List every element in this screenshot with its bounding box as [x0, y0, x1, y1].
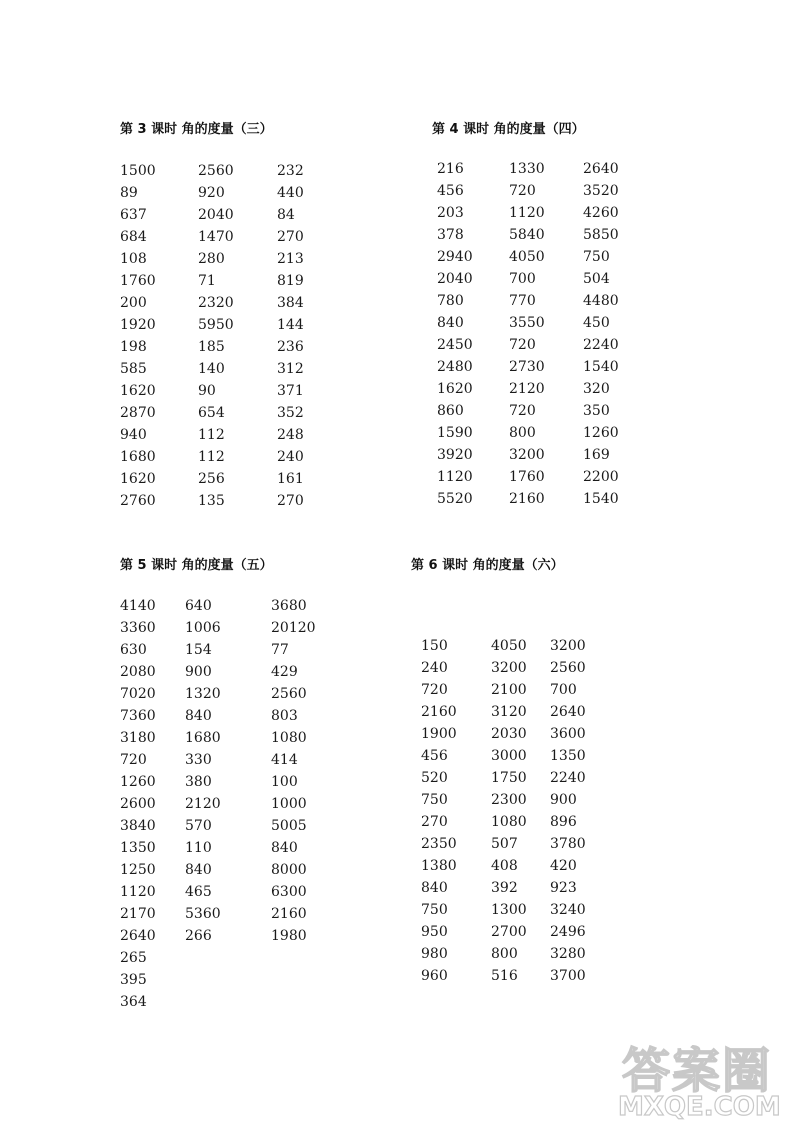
answer-value: 6300 — [271, 884, 307, 900]
answer-value: 280 — [198, 251, 225, 267]
answer-value: 720 — [509, 403, 536, 419]
answer-value: 2640 — [583, 161, 619, 177]
answer-value: 330 — [185, 752, 212, 768]
answer-value: 395 — [120, 972, 147, 988]
answer-value: 1000 — [271, 796, 307, 812]
answer-value: 3840 — [120, 818, 156, 834]
answer-value: 840 — [271, 840, 298, 856]
answer-value: 4050 — [491, 638, 527, 654]
answer-value: 5520 — [437, 491, 473, 507]
answer-value: 1260 — [120, 774, 156, 790]
answer-value: 900 — [550, 792, 577, 808]
answer-value: 450 — [583, 315, 610, 331]
answer-value: 135 — [198, 493, 225, 509]
answer-value: 2300 — [491, 792, 527, 808]
answer-value: 2480 — [437, 359, 473, 375]
answer-value: 1680 — [185, 730, 221, 746]
answer-value: 203 — [437, 205, 464, 221]
answer-value: 352 — [277, 405, 304, 421]
answer-value: 3180 — [120, 730, 156, 746]
answer-value: 750 — [421, 792, 448, 808]
answer-value: 320 — [583, 381, 610, 397]
answer-value: 840 — [185, 862, 212, 878]
answer-value: 380 — [185, 774, 212, 790]
answer-value: 720 — [509, 183, 536, 199]
answer-value: 20120 — [271, 620, 316, 636]
answer-value: 2560 — [198, 163, 234, 179]
answer-value: 2640 — [120, 928, 156, 944]
answer-value: 5840 — [509, 227, 545, 243]
answer-value: 2940 — [437, 249, 473, 265]
answer-value: 378 — [437, 227, 464, 243]
answer-value: 1080 — [271, 730, 307, 746]
answer-value: 520 — [421, 770, 448, 786]
answer-value: 5950 — [198, 317, 234, 333]
answer-value: 800 — [509, 425, 536, 441]
answer-value: 585 — [120, 361, 147, 377]
answer-value: 240 — [421, 660, 448, 676]
answer-value: 2160 — [509, 491, 545, 507]
answer-column-3 — [277, 160, 304, 512]
answer-value: 900 — [185, 664, 212, 680]
answer-value: 3550 — [509, 315, 545, 331]
answer-value: 232 — [277, 163, 304, 179]
answer-value: 960 — [421, 968, 448, 984]
answer-value: 256 — [198, 471, 225, 487]
answer-value: 2040 — [198, 207, 234, 223]
answer-column-3 — [271, 595, 316, 947]
answer-value: 2200 — [583, 469, 619, 485]
answer-value: 2560 — [271, 686, 307, 702]
answer-value: 684 — [120, 229, 147, 245]
answer-value: 2870 — [120, 405, 156, 421]
answer-value: 71 — [198, 273, 216, 289]
answer-value: 77 — [271, 642, 289, 658]
answer-value: 312 — [277, 361, 304, 377]
answer-value: 1980 — [271, 928, 307, 944]
answer-column-2 — [491, 635, 527, 987]
answer-value: 456 — [421, 748, 448, 764]
answer-value: 1260 — [583, 425, 619, 441]
answer-value: 1250 — [120, 862, 156, 878]
answer-value: 2240 — [583, 337, 619, 353]
answer-value: 200 — [120, 295, 147, 311]
answer-value: 1590 — [437, 425, 473, 441]
watermark-url: MXQE.COM — [618, 1092, 781, 1122]
answer-value: 2320 — [198, 295, 234, 311]
answer-value: 1500 — [120, 163, 156, 179]
answer-column-3 — [583, 158, 619, 510]
answer-value: 248 — [277, 427, 304, 443]
answer-value: 800 — [491, 946, 518, 962]
answer-value: 3520 — [583, 183, 619, 199]
answer-value: 270 — [421, 814, 448, 830]
answer-value: 920 — [198, 185, 225, 201]
answer-value: 3240 — [550, 902, 586, 918]
answer-value: 700 — [550, 682, 577, 698]
lesson-3-title: 第 3 课时 角的度量（三） — [120, 122, 273, 137]
answer-value: 364 — [120, 994, 147, 1010]
answer-value: 112 — [198, 427, 225, 443]
answer-value: 89 — [120, 185, 138, 201]
lesson-4-title: 第 4 课时 角的度量（四） — [432, 122, 585, 137]
answer-value: 637 — [120, 207, 147, 223]
answer-value: 1540 — [583, 491, 619, 507]
answer-value: 213 — [277, 251, 304, 267]
answer-value: 840 — [437, 315, 464, 331]
answer-value: 1380 — [421, 858, 457, 874]
answer-column-2 — [509, 158, 545, 510]
answer-value: 1080 — [491, 814, 527, 830]
answer-value: 1120 — [437, 469, 473, 485]
answer-value: 3920 — [437, 447, 473, 463]
answer-value: 1470 — [198, 229, 234, 245]
answer-value: 2120 — [185, 796, 221, 812]
answer-value: 1540 — [583, 359, 619, 375]
answer-value: 1620 — [437, 381, 473, 397]
answer-value: 1920 — [120, 317, 156, 333]
answer-value: 780 — [437, 293, 464, 309]
answer-value: 100 — [271, 774, 298, 790]
answer-value: 8000 — [271, 862, 307, 878]
answer-value: 350 — [583, 403, 610, 419]
answer-value: 923 — [550, 880, 577, 896]
answer-value: 860 — [437, 403, 464, 419]
answer-value: 504 — [583, 271, 610, 287]
answer-value: 4140 — [120, 598, 156, 614]
answer-value: 2160 — [421, 704, 457, 720]
answer-value: 630 — [120, 642, 147, 658]
answer-value: 840 — [421, 880, 448, 896]
answer-value: 1320 — [185, 686, 221, 702]
answer-value: 198 — [120, 339, 147, 355]
answer-value: 7020 — [120, 686, 156, 702]
answer-value: 980 — [421, 946, 448, 962]
answer-value: 1760 — [120, 273, 156, 289]
answer-column-3 — [550, 635, 586, 987]
answer-value: 1120 — [509, 205, 545, 221]
answer-column-2 — [198, 160, 234, 512]
answer-value: 414 — [271, 752, 298, 768]
answer-value: 2240 — [550, 770, 586, 786]
answer-value: 154 — [185, 642, 212, 658]
answer-value: 2350 — [421, 836, 457, 852]
answer-value: 420 — [550, 858, 577, 874]
answer-value: 240 — [277, 449, 304, 465]
answer-value: 371 — [277, 383, 304, 399]
answer-value: 384 — [277, 295, 304, 311]
answer-value: 720 — [120, 752, 147, 768]
answer-value: 112 — [198, 449, 225, 465]
answer-value: 4480 — [583, 293, 619, 309]
answer-value: 440 — [277, 185, 304, 201]
answer-value: 1330 — [509, 161, 545, 177]
answer-column-1 — [120, 595, 156, 1013]
answer-value: 2450 — [437, 337, 473, 353]
answer-value: 1350 — [550, 748, 586, 764]
answer-value: 150 — [421, 638, 448, 654]
answer-value: 4050 — [509, 249, 545, 265]
answer-value: 2100 — [491, 682, 527, 698]
answer-value: 2120 — [509, 381, 545, 397]
answer-value: 3000 — [491, 748, 527, 764]
answer-value: 770 — [509, 293, 536, 309]
answer-value: 840 — [185, 708, 212, 724]
lesson-5-title: 第 5 课时 角的度量（五） — [120, 558, 273, 573]
lesson-6-title: 第 6 课时 角的度量（六） — [411, 558, 564, 573]
answer-value: 2030 — [491, 726, 527, 742]
answer-value: 507 — [491, 836, 518, 852]
answer-value: 90 — [198, 383, 216, 399]
answer-value: 270 — [277, 229, 304, 245]
answer-value: 1900 — [421, 726, 457, 742]
answer-value: 1760 — [509, 469, 545, 485]
answer-value: 2040 — [437, 271, 473, 287]
answer-value: 3200 — [550, 638, 586, 654]
answer-value: 169 — [583, 447, 610, 463]
answer-value: 700 — [509, 271, 536, 287]
answer-value: 2080 — [120, 664, 156, 680]
answer-value: 429 — [271, 664, 298, 680]
answer-value: 84 — [277, 207, 295, 223]
answer-value: 2600 — [120, 796, 156, 812]
answer-value: 270 — [277, 493, 304, 509]
answer-value: 750 — [421, 902, 448, 918]
answer-value: 5850 — [583, 227, 619, 243]
answer-value: 3700 — [550, 968, 586, 984]
answer-column-1 — [120, 160, 156, 512]
answer-value: 3200 — [509, 447, 545, 463]
answer-value: 516 — [491, 968, 518, 984]
answer-value: 2640 — [550, 704, 586, 720]
answer-value: 1350 — [120, 840, 156, 856]
answer-value: 3680 — [271, 598, 307, 614]
answer-value: 7360 — [120, 708, 156, 724]
answer-column-1 — [437, 158, 473, 510]
watermark-logo — [600, 1030, 795, 1125]
answer-value: 3200 — [491, 660, 527, 676]
answer-value: 1750 — [491, 770, 527, 786]
answer-value: 1300 — [491, 902, 527, 918]
answer-value: 640 — [185, 598, 212, 614]
answer-value: 2560 — [550, 660, 586, 676]
answer-value: 185 — [198, 339, 225, 355]
answer-value: 1680 — [120, 449, 156, 465]
answer-value: 2760 — [120, 493, 156, 509]
answer-value: 1120 — [120, 884, 156, 900]
answer-value: 456 — [437, 183, 464, 199]
answer-value: 2160 — [271, 906, 307, 922]
answer-value: 803 — [271, 708, 298, 724]
answer-value: 4260 — [583, 205, 619, 221]
answer-value: 110 — [185, 840, 212, 856]
answer-value: 266 — [185, 928, 212, 944]
answer-value: 1006 — [185, 620, 221, 636]
answer-column-1 — [421, 635, 457, 987]
answer-value: 950 — [421, 924, 448, 940]
answer-value: 408 — [491, 858, 518, 874]
answer-value: 720 — [421, 682, 448, 698]
answer-value: 2496 — [550, 924, 586, 940]
answer-value: 1620 — [120, 383, 156, 399]
answer-value: 1620 — [120, 471, 156, 487]
answer-value: 216 — [437, 161, 464, 177]
answer-value: 3280 — [550, 946, 586, 962]
answer-value: 2730 — [509, 359, 545, 375]
answer-value: 3120 — [491, 704, 527, 720]
answer-value: 819 — [277, 273, 304, 289]
answer-value: 144 — [277, 317, 304, 333]
answer-value: 2170 — [120, 906, 156, 922]
answer-value: 236 — [277, 339, 304, 355]
watermark-brand: 答案圈 — [622, 1043, 773, 1099]
answer-value: 140 — [198, 361, 225, 377]
answer-value: 2700 — [491, 924, 527, 940]
answer-value: 940 — [120, 427, 147, 443]
answer-value: 161 — [277, 471, 304, 487]
answer-value: 896 — [550, 814, 577, 830]
answer-value: 3360 — [120, 620, 156, 636]
answer-value: 265 — [120, 950, 147, 966]
answer-value: 570 — [185, 818, 212, 834]
answer-value: 654 — [198, 405, 225, 421]
answer-value: 5360 — [185, 906, 221, 922]
answer-value: 750 — [583, 249, 610, 265]
answer-value: 5005 — [271, 818, 307, 834]
answer-value: 720 — [509, 337, 536, 353]
answer-column-2 — [185, 595, 221, 947]
answer-value: 108 — [120, 251, 147, 267]
answer-value: 465 — [185, 884, 212, 900]
answer-value: 3600 — [550, 726, 586, 742]
answer-value: 392 — [491, 880, 518, 896]
answer-value: 3780 — [550, 836, 586, 852]
